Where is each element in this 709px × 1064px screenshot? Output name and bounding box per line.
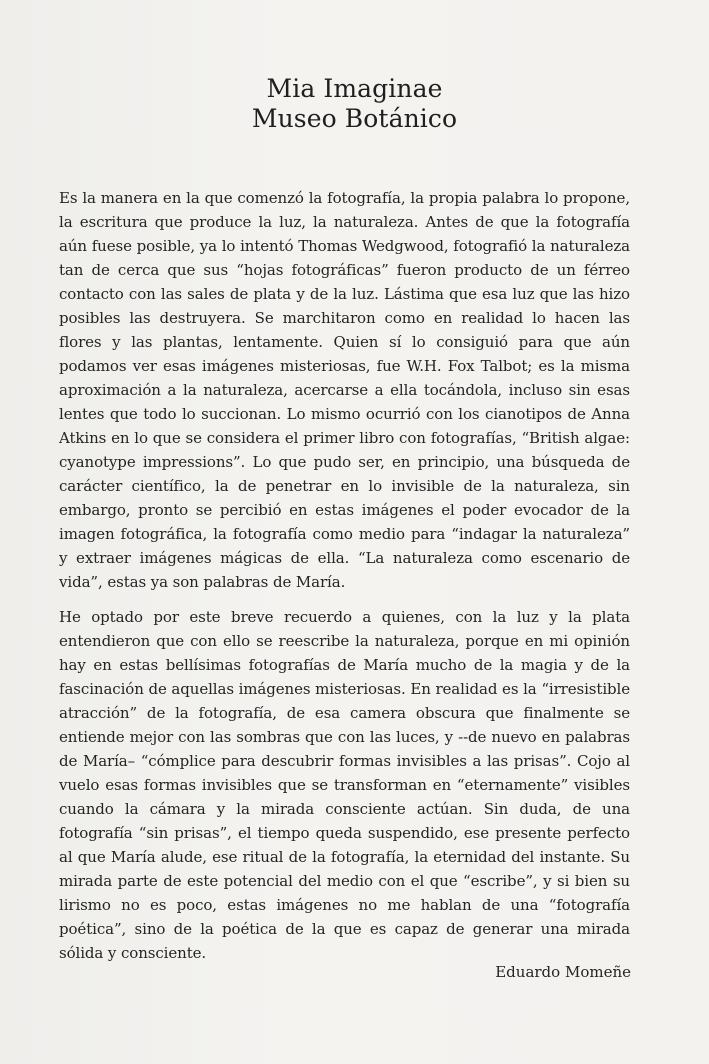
paragraph-2: He optado por este breve recuerdo a quienes, con la luz y la plata entendieron que con ello se reescribe la naturaleza, porque en mi opinión hay en estas bellísimas fotografías de María mucho de la magia y de la fascinación de aquellas imágenes misteriosas. En realidad es la “irresistible atracción” de la fotografía, de esa camera obscura que finalmente se entiende mejor con las sombras que con las luces, y --de nuevo en palabras de María– “cómplice para descubrir formas invisibles a las prisas”. Cojo al vuelo esas formas invisibles que se transforman en “eternamente” visibles cuando la cámara y la mirada consciente actúan. Sin duda, de una fotografía “sin prisas”, el tiempo queda suspendido, ese presente perfecto al que María alude, ese ritual de la fotografía, la eternidad del instante. Su mirada parte de este potencial del medio con el que “escribe”, y si bien su lirismo no es poco, estas imágenes no me hablan de una “fotografía poética”, sino de la poética de la que es capaz de generar una mirada sólida y consciente.: [59, 608, 630, 962]
venue-title: Museo Botánico: [251, 104, 458, 133]
exhibition-title: Mia Imaginae: [266, 74, 443, 103]
paragraph-1: Es la manera en la que comenzó la fotografía, la propia palabra lo propone, la escritura que produce la luz, la naturaleza. Antes de que la fotografía aún fuese posible, ya lo intentó Thomas Wedgwood, fotografió la naturaleza tan de cerca que sus “hojas fotográficas” fueron producto de un férreo contacto con las sales de plata y de la luz. Lástima que esa luz que las hizo posibles las destruyera. Se marchitaron como en realidad lo hacen las flores y las plantas, lentamente. Quien sí lo consiguió para que aún podamos ver esas imágenes misteriosas, fue W.H. Fox Talbot; es la misma aproximación a la naturaleza, acercarse a ella tocándola, incluso sin esas lentes que todo lo succionan. Lo mismo ocurrió con los cianotipos de Anna Atkins en lo que se considera el primer libro con fotografías, “British algae: cyanotype impressions”. Lo que pudo ser, en principio, una búsqueda de carácter científico, la de penetrar en lo invisible de la naturaleza, sin embargo, pronto se percibió en estas imágenes el poder evocador de la imagen fotográfica, la fotografía como medio para “indagar la naturaleza” y extraer imágenes mágicas de ella. “La naturaleza como escenario de vida”, estas ya son palabras de María.: [59, 189, 630, 591]
essay-body: [59, 186, 630, 965]
author-signature: Eduardo Momeñe: [495, 963, 631, 981]
title-block: [0, 74, 709, 134]
